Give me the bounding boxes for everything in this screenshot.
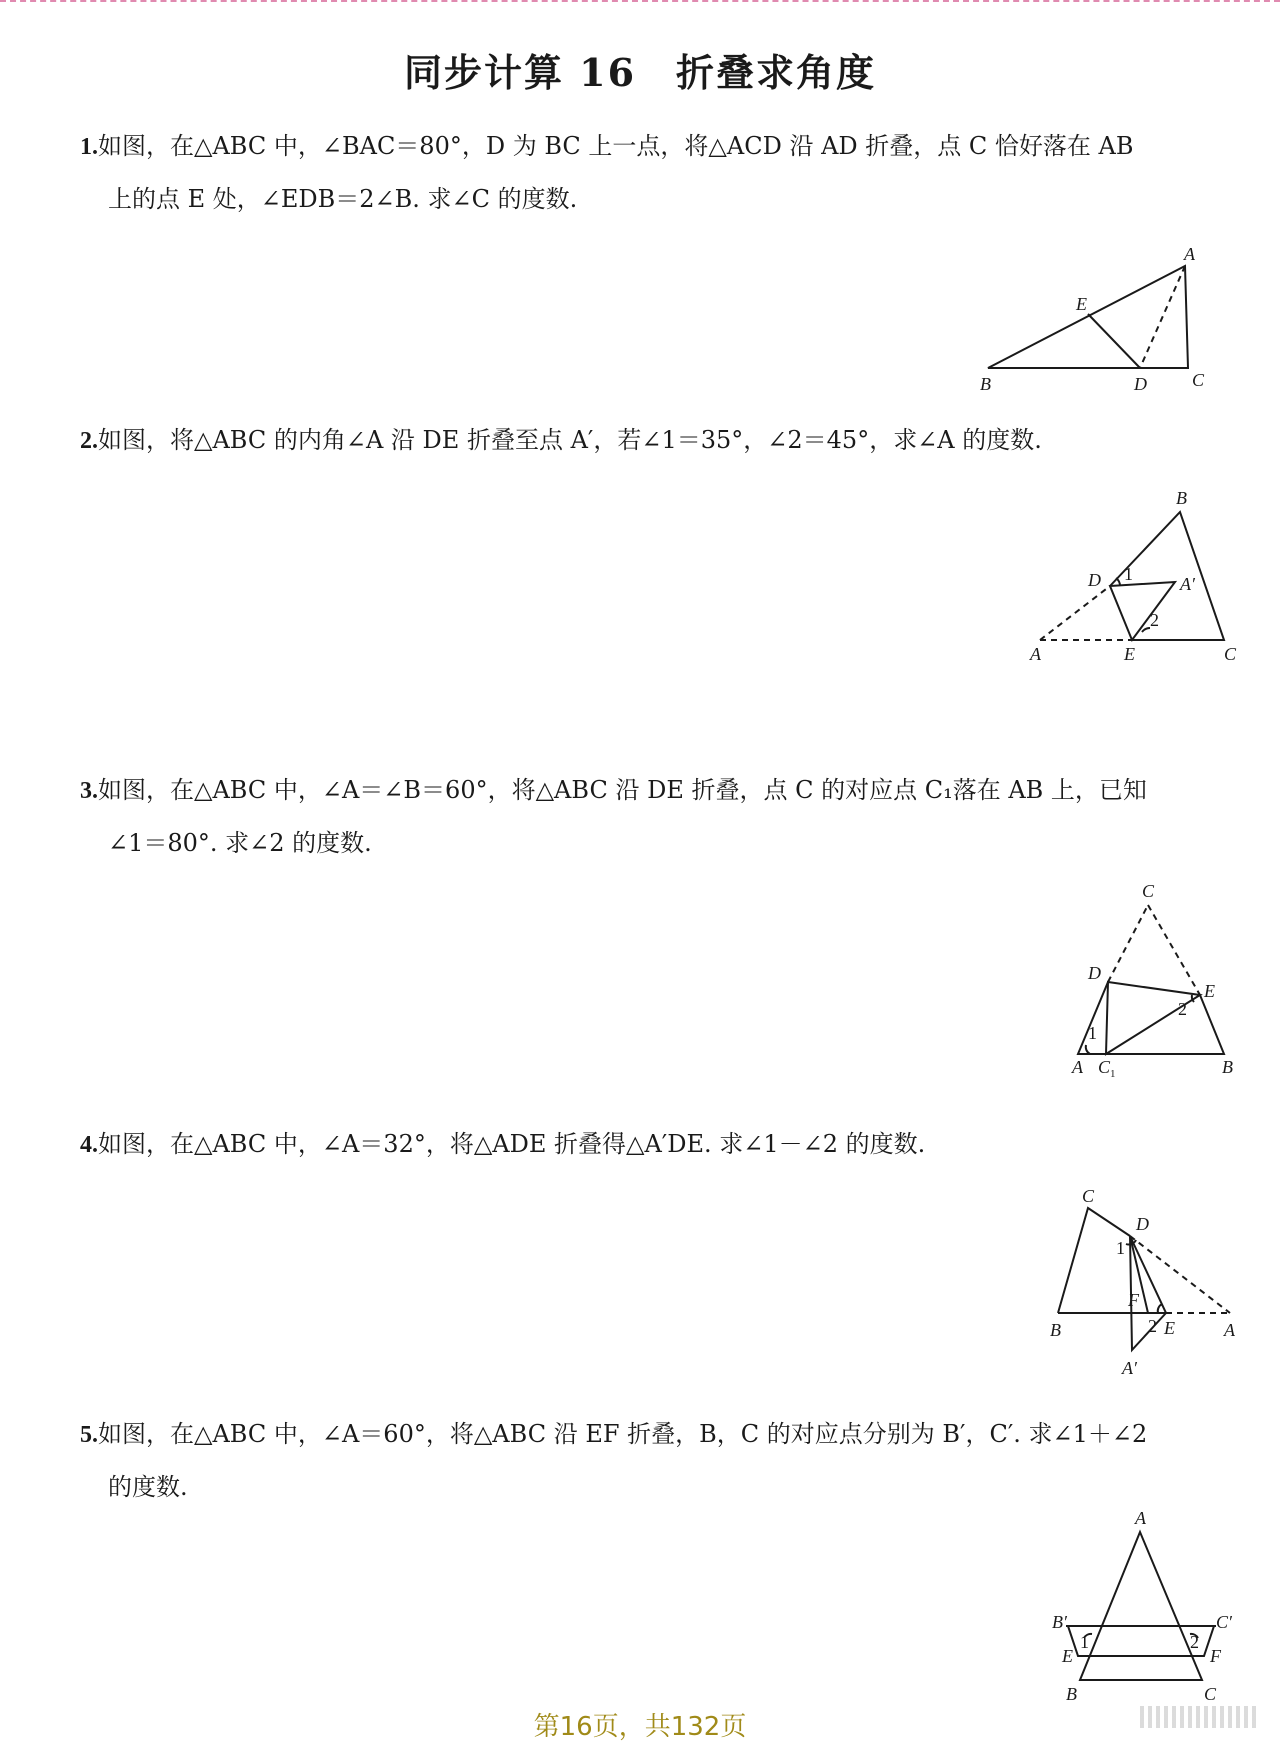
problem-3 <box>80 764 1230 869</box>
problem-text: 如图，在△ABC 中，∠A＝∠B＝60°，将△ABC 沿 DE 折叠，点 C 的对应点 C₁落在 AB 上，已知 <box>98 776 1147 804</box>
problem-number: 5. <box>80 1422 98 1448</box>
fig5-angle-1: 1 <box>1080 1632 1089 1652</box>
fig4-label-A-prime: A′ <box>1122 1358 1137 1378</box>
page-footer: 第16页，共132页 <box>533 1712 747 1742</box>
problem-number: 3. <box>80 778 98 804</box>
figure-1 <box>960 240 1240 400</box>
fig3-label-C1: C <box>1098 1057 1111 1077</box>
fig3-label-B: B <box>1222 1057 1233 1077</box>
problem-1 <box>80 120 1230 225</box>
fig4-label-F: F <box>1128 1290 1139 1310</box>
fig1-label-A: A <box>1184 244 1195 264</box>
fig5-label-A: A <box>1135 1508 1146 1528</box>
fig5-label-E: E <box>1062 1646 1073 1666</box>
fig4-label-C: C <box>1082 1186 1095 1206</box>
figure-5 <box>1040 1510 1250 1705</box>
fig4-label-A: A <box>1224 1320 1235 1340</box>
problem-number: 1. <box>80 134 98 160</box>
fig5-label-F: F <box>1210 1646 1221 1666</box>
fig2-angle-1: 1 <box>1124 564 1133 584</box>
fig5-label-C-prime: C′ <box>1216 1612 1232 1632</box>
fig4-label-B: B <box>1050 1320 1061 1340</box>
problem-text: 如图，在△ABC 中，∠A＝60°，将△ABC 沿 EF 折叠，B，C 的对应点分别为 B′，C′. 求∠1＋∠2 <box>98 1420 1148 1448</box>
watermark-strip <box>1140 1706 1260 1728</box>
problem-text: 如图，在△ABC 中，∠A＝32°，将△ADE 折叠得△A′DE. 求∠1－∠2 的度数. <box>98 1130 926 1158</box>
problem-number: 2. <box>80 428 98 454</box>
problem-text: 如图，在△ABC 中，∠BAC＝80°，D 为 BC 上一点，将△ACD 沿 AD 折叠，点 C 恰好落在 AB <box>98 132 1134 160</box>
fig5-angle-2: 2 <box>1190 1632 1199 1652</box>
fig2-label-B: B <box>1176 488 1187 508</box>
fig3-angle-1: 1 <box>1088 1023 1097 1043</box>
fig1-label-D: D <box>1134 374 1147 394</box>
problem-text-continued: 的度数. <box>108 1473 188 1501</box>
problem-text: 如图，将△ABC 的内角∠A 沿 DE 折叠至点 A′，若∠1＝35°，∠2＝45°，求∠A 的度数. <box>98 426 1042 454</box>
fig3-label-A: A <box>1072 1057 1083 1077</box>
fig4-angle-2: 2 <box>1148 1316 1157 1336</box>
fig3-label-C: C <box>1142 881 1155 901</box>
fig5-label-B-prime: B′ <box>1052 1612 1067 1632</box>
fig2-label-C: C <box>1224 644 1237 664</box>
fig5-label-C: C <box>1204 1684 1217 1704</box>
fig1-label-C: C <box>1192 370 1205 390</box>
figure-4 <box>1040 1180 1250 1380</box>
fig3-label-E: E <box>1204 981 1215 1001</box>
figure-2 <box>1020 488 1240 664</box>
fig1-label-E: E <box>1076 294 1087 314</box>
problem-4 <box>80 1118 1230 1171</box>
page-top-border <box>0 0 1280 6</box>
fig4-label-E: E <box>1164 1318 1175 1338</box>
fig3-label-D: D <box>1088 963 1101 983</box>
fig3-angle-2: 2 <box>1178 999 1187 1019</box>
fig1-label-B: B <box>980 374 991 394</box>
problem-text-continued: ∠1＝80°. 求∠2 的度数. <box>108 829 372 857</box>
problem-text-continued: 上的点 E 处，∠EDB＝2∠B. 求∠C 的度数. <box>108 185 578 213</box>
figure-3 <box>1060 875 1250 1080</box>
fig2-label-A-prime: A′ <box>1180 574 1195 594</box>
fig2-label-D: D <box>1088 570 1101 590</box>
fig2-label-E: E <box>1124 644 1135 664</box>
fig2-angle-2: 2 <box>1150 610 1159 630</box>
fig5-label-B: B <box>1066 1684 1077 1704</box>
problem-5 <box>80 1408 1230 1513</box>
fig3-label-C1-subscript: 1 <box>1110 1068 1116 1080</box>
problem-2 <box>80 414 1230 467</box>
fig4-label-D: D <box>1136 1214 1149 1234</box>
problem-number: 4. <box>80 1132 98 1158</box>
fig4-angle-1: 1 <box>1116 1238 1125 1258</box>
page-title: 同步计算 16 折叠求角度 <box>403 50 877 95</box>
fig2-label-A: A <box>1030 644 1041 664</box>
